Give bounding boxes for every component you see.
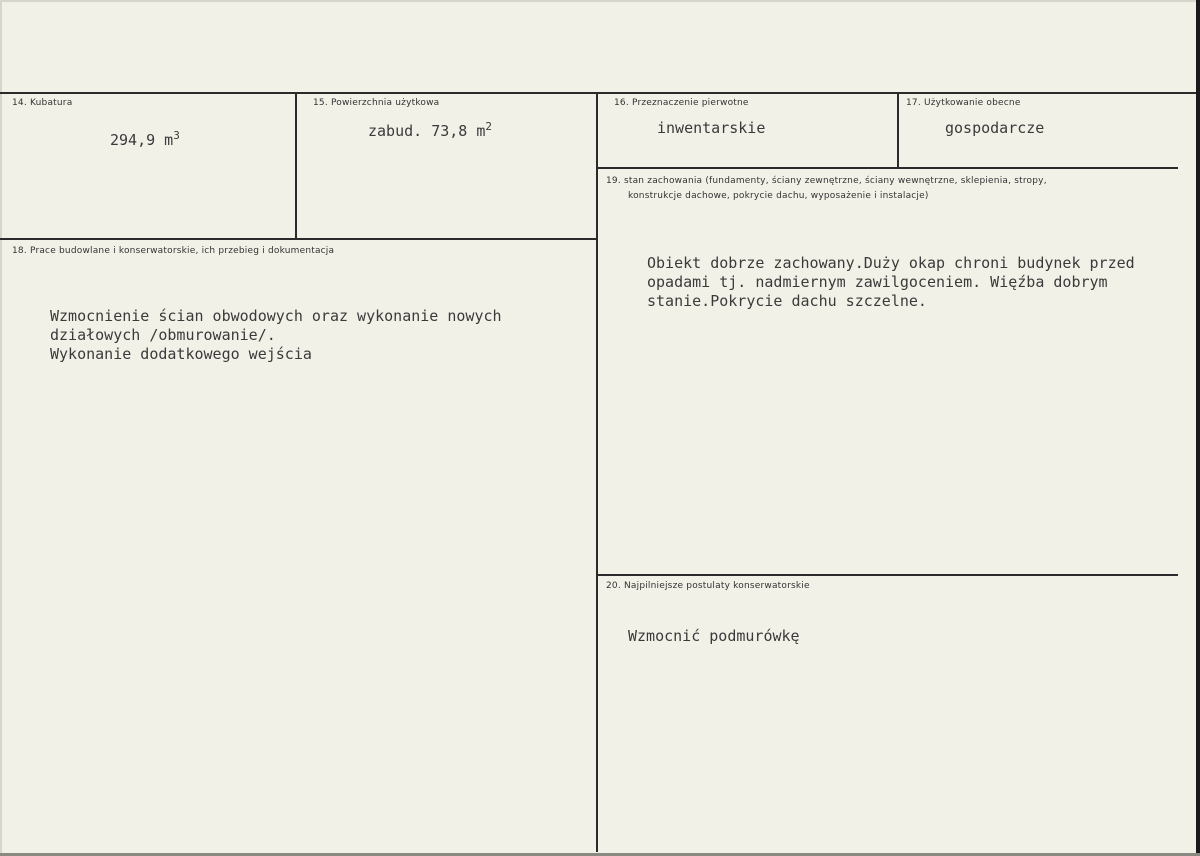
- divider-16-17: [897, 92, 899, 167]
- divider-center: [596, 92, 598, 852]
- cubature-unit-exponent: 3: [173, 129, 180, 142]
- field-19-label-line1: 19. stan zachowania (fundamenty, ściany zewnętrzne, ściany wewnętrzne, sklepienia, stropy,: [606, 176, 1047, 186]
- card-edge-right: [1196, 0, 1200, 856]
- field-15-value: [368, 117, 492, 141]
- rule-left-mid: [0, 238, 597, 240]
- field-16-label: 16. Przeznaczenie pierwotne: [614, 98, 749, 108]
- cubature-value: 294,9 m: [110, 131, 174, 149]
- field-19-line: stanie.Pokrycie dachu szczelne.: [647, 292, 927, 310]
- area-unit-exponent: 2: [485, 120, 493, 133]
- divider-14-15: [295, 92, 297, 238]
- field-20-value: Wzmocnić podmurówkę: [628, 627, 800, 645]
- rule-right-upper: [597, 167, 1178, 169]
- field-18-line: Wykonanie dodatkowego wejścia: [50, 345, 312, 363]
- field-20-label: 20. Najpilniejsze postulaty konserwatorskie: [606, 581, 810, 591]
- field-16-value: inwentarskie: [657, 119, 766, 137]
- field-14-label: 14. Kubatura: [12, 98, 73, 108]
- rule-right-lower: [597, 574, 1178, 576]
- field-15-label: 15. Powierzchnia użytkowa: [313, 98, 440, 108]
- field-14-value: [110, 126, 180, 150]
- field-19-line: Obiekt dobrze zachowany.Duży okap chroni budynek przed: [647, 254, 1135, 272]
- field-19-line: opadami tj. nadmiernym zawilgoceniem. Więźba dobrym: [647, 273, 1108, 291]
- field-17-label: 17. Użytkowanie obecne: [906, 98, 1021, 108]
- top-rule: [0, 92, 1200, 94]
- field-18-label: 18. Prace budowlane i konserwatorskie, ich przebieg i dokumentacja: [12, 246, 335, 256]
- area-value: zabud. 73,8 m: [368, 122, 486, 140]
- field-18-line: działowych /obmurowanie/.: [50, 326, 276, 344]
- field-19-text: [647, 254, 1135, 311]
- field-18-line: Wzmocnienie ścian obwodowych oraz wykonanie nowych: [50, 307, 502, 325]
- field-19-label-line2: konstrukcje dachowe, pokrycie dachu, wyposażenie i instalacje): [628, 191, 929, 201]
- field-18-text: [50, 307, 502, 364]
- field-17-value: gospodarcze: [945, 119, 1045, 137]
